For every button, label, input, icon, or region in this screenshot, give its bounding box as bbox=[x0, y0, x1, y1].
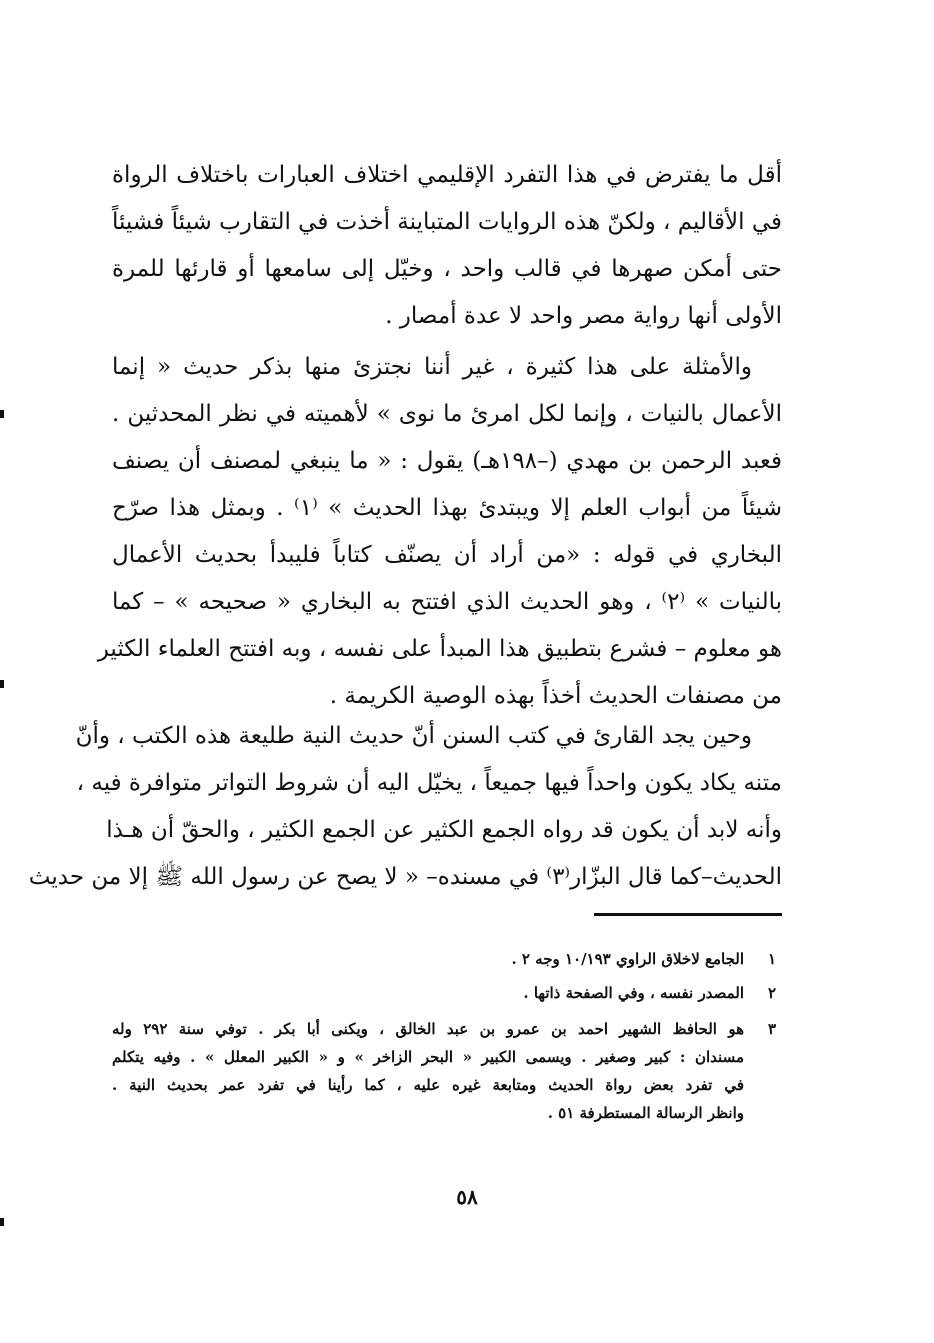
footnote-number: ٣ bbox=[767, 1020, 777, 1038]
text-line: والأمثلة على هذا كثيرة ، غير أننا نجتزئ منها بذكر حديث « إنما bbox=[112, 354, 752, 380]
text-line: الأولى أنها رواية مصر واحد لا عدة أمصار . bbox=[385, 303, 782, 329]
text-line: الحديث–كما قال البزّار⁽٣⁾ في مسنده– « لا يصح عن رسول الله ﷺ إلا من حديث bbox=[28, 864, 782, 890]
footnote-text: وانظر الرسالة المستطرفة ٥١ . bbox=[547, 1104, 744, 1122]
footnote-1 bbox=[112, 945, 782, 973]
scan-mark bbox=[0, 680, 4, 688]
footnote-text: الجامع لاخلاق الراوي ١٠/١٩٣ وجه ٢ . bbox=[511, 950, 744, 968]
text-line: أقل ما يفترض في هذا التفرد الإقليمي اختلاف العبارات باختلاف الرواة bbox=[112, 162, 782, 188]
footnote-text: مسندان : كبير وصغير . ويسمى الكبير « البحر الزاخر » و « الكبير المعلل » . وفيه يتكلم bbox=[112, 1048, 744, 1066]
footnote-text: في تفرد بعض رواة الحديث ومتابعة غيره عليه ، كما رأينا في تفرد عمر بحديث النية . bbox=[112, 1076, 744, 1094]
text-line: حتى أمكن صهرها في قالب واحد ، وخيّل إلى سامعها أو قارئها للمرة bbox=[112, 256, 782, 282]
paragraph-2 bbox=[97, 344, 782, 720]
paragraph-1 bbox=[112, 152, 782, 340]
footnote-text: المصدر نفسه ، وفي الصفحة ذاتها . bbox=[523, 984, 744, 1002]
footnote-text: هو الحافظ الشهير احمد بن عمرو بن عبد الخالق ، ويكنى أبا بكر . توفي سنة ٢٩٢ وله bbox=[112, 1020, 744, 1038]
scan-mark bbox=[0, 410, 4, 418]
text-line: من مصنفات الحديث أخذاً بهذه الوصية الكريمة . bbox=[329, 683, 782, 709]
text-line: فعبد الرحمن بن مهدي (–١٩٨هـ) يقول : « ما ينبغي لمصنف أن يصنف bbox=[112, 448, 782, 474]
text-line: متنه يكاد يكون واحداً فيها جميعاً ، يخيّل اليه أن شروط التواتر متوافرة فيه ، bbox=[76, 770, 782, 796]
footnote-number: ٢ bbox=[767, 984, 777, 1002]
footnote-separator bbox=[594, 913, 782, 916]
footnote-2 bbox=[112, 979, 782, 1007]
text-line: وحين يجد القارئ في كتب السنن أنّ حديث النية طليعة هذه الكتب ، وأنّ bbox=[75, 723, 752, 749]
text-line: الأعمال بالنيات ، وإنما لكل امرئ ما نوى » لأهميته في نظر المحدثين . bbox=[112, 401, 782, 427]
footnotes bbox=[112, 945, 782, 1127]
text-line: في الأقاليم ، ولكنّ هذه الروايات المتباينة أخذت في التقارب شيئاً فشيئاً bbox=[111, 209, 782, 235]
text-line: شيئاً من أبواب العلم إلا ويبتدئ بهذا الحديث » ⁽١⁾ . وبمثل هذا صرّح bbox=[112, 495, 782, 521]
footnote-number: ١ bbox=[767, 950, 777, 968]
text-line: بالنيات » ⁽٢⁾ ، وهو الحديث الذي افتتح به البخاري « صحيحه » – كما bbox=[112, 589, 782, 615]
page-number: ٥٨ bbox=[456, 1185, 478, 1209]
scan-mark bbox=[0, 1218, 4, 1226]
text-line: وأنه لابد أن يكون قد رواه الجمع الكثير عن الجمع الكثير ، والحقّ أن هـذا bbox=[106, 817, 782, 843]
text-line: هو معلوم – فشرع بتطبيق هذا المبدأ على نفسه ، وبه افتتح العلماء الكثير bbox=[97, 636, 782, 662]
paragraph-3 bbox=[28, 713, 782, 901]
footnote-3 bbox=[112, 1015, 782, 1127]
text-line: البخاري في قوله : «من أراد أن يصنّف كتاباً فليبدأ بحديث الأعمال bbox=[112, 542, 782, 568]
